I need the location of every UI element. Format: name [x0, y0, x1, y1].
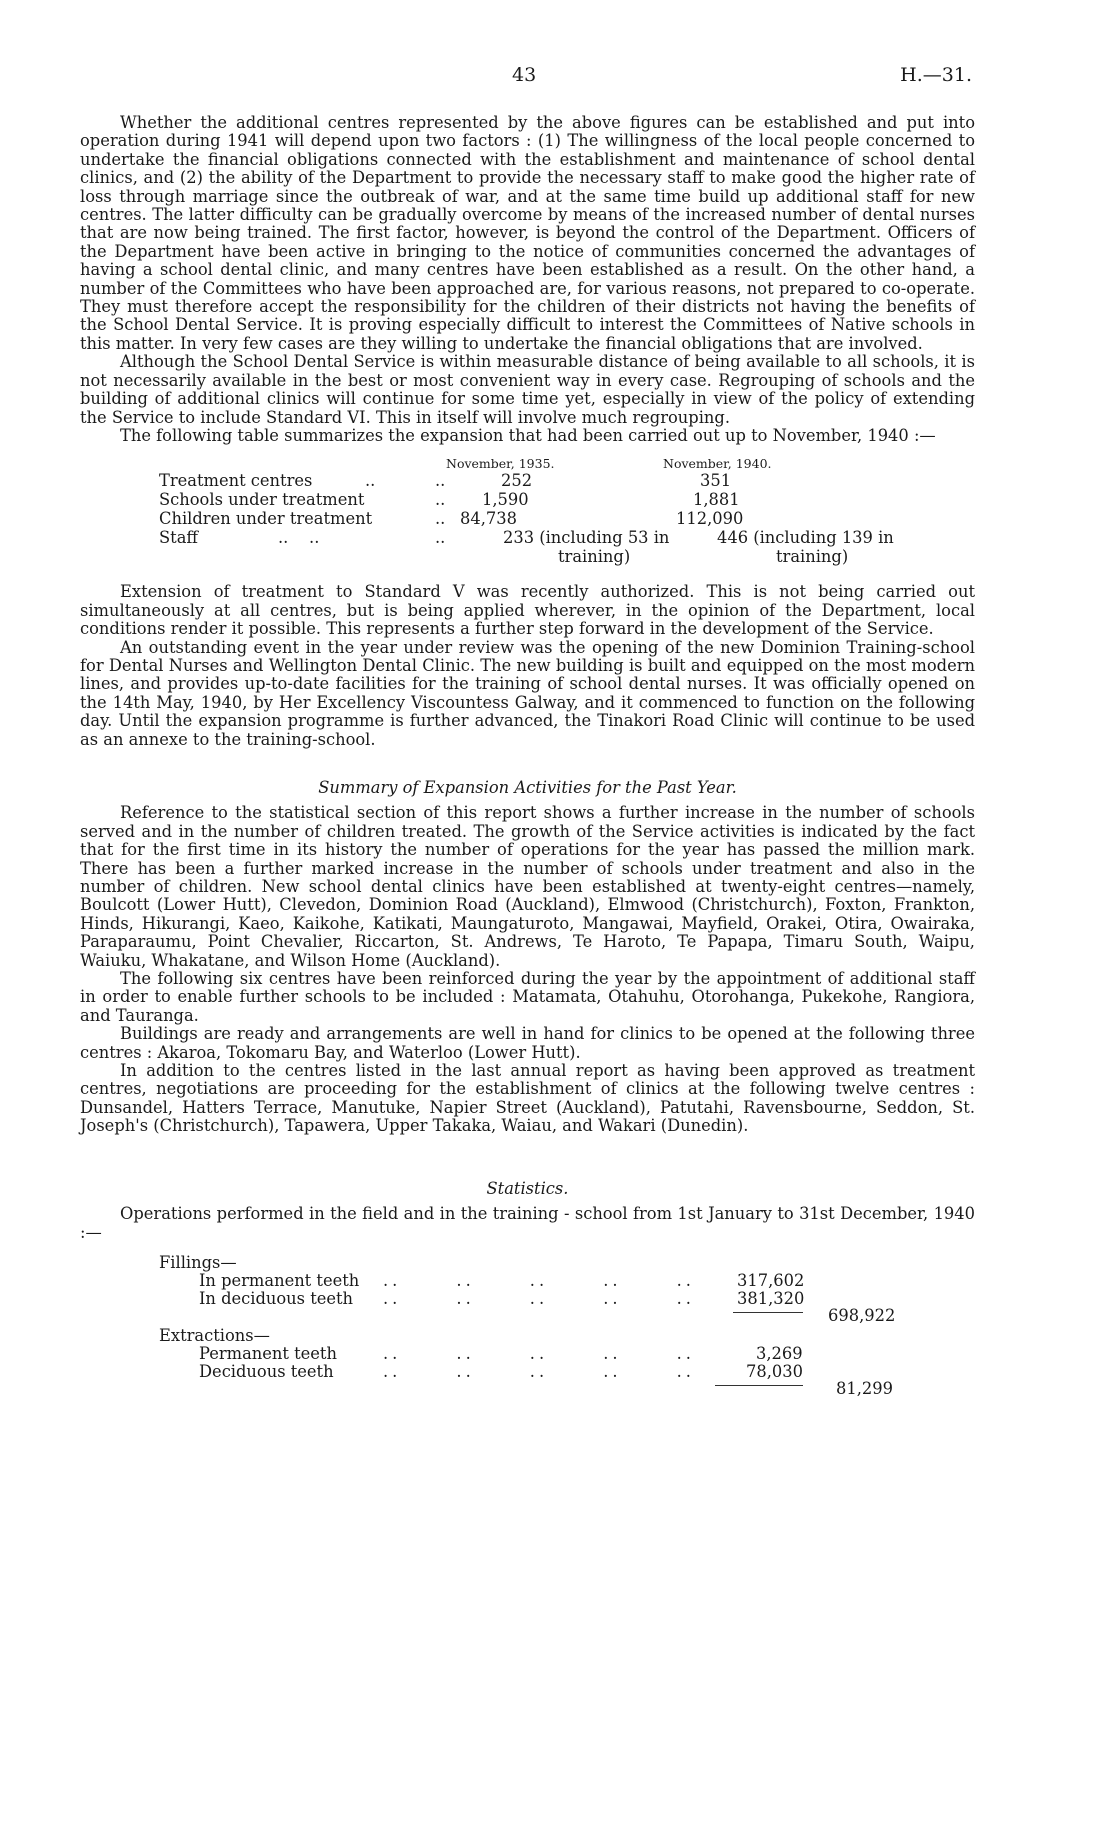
paragraph: The following six centres have been reinforced during the year by the appointment of additional staff in order to enable further schools to be included : Matamata, Otahuhu, Otorohanga, Pukekohe, Rangiora, and Tauranga. [80, 969, 975, 1025]
extractions-permanent-label: Permanent teeth [199, 1343, 337, 1363]
subtotal-rule [715, 1385, 803, 1386]
row-leader: .. [365, 471, 376, 491]
value-1935-continued: training) [558, 547, 631, 567]
row-label-treatment-centres: Treatment centres [159, 471, 313, 491]
value-1940-continued: training) [776, 547, 849, 567]
extractions-label: Extractions— [159, 1325, 270, 1345]
value-1935: 233 (including 53 in [503, 528, 670, 548]
fillings-deciduous-label: In deciduous teeth [199, 1288, 354, 1308]
extractions-deciduous-value: 78,030 [746, 1361, 803, 1381]
value-1935: 84,738 [460, 509, 517, 529]
subtotal-rule [733, 1312, 803, 1313]
paragraph: Reference to the statistical section of this report shows a further increase in the number of schools served and in the number of children treated. The growth of the Service activities is indicated by the fact that for the first time in its history the number of operations for the year has passed the million mark. There has been a further marked increase in the number of schools under treatment and also in the number of children. New school dental clinics have been established at twenty-eight centres—namely, Boulcott (Lower Hutt), Clevedon, Dominion Road (Auckland), Elmwood (Christchurch), Foxton, Frankton, Hinds, Hikurangi, Kaeo, Kaikohe, Katikati, Maungaturoto, Mangawai, Mayfield, Orakei, Otira, Owairaka, Paraparaumu, Point Chevalier, Riccarton, St. Andrews, Te Haroto, Te Papapa, Timaru South, Waipu, Waiuku, Whakatane, and Wilson Home (Auckland). [80, 803, 975, 970]
page-number: 43 [512, 64, 537, 86]
row-leader: .. [435, 490, 446, 510]
paragraph: Whether the additional centres represented by the above figures can be established and put into operation during 1941 will depend upon two factors : (1) The willingness of the local people concerned to undertake the financial obligations connected with the establishment and maintenance of school dental clinics, and (2) the ability of the Department to provide the necessary staff to make good the higher rate of loss through marriage since the outbreak of war, and at the same time build up additional staff for new centres. The latter difficulty can be gradually overcome by means of the increased number of dental nurses that are now being trained. The first factor, however, is beyond the control of the Department. Officers of the Department have been active in bringing to the notice of communities concerned the advantages of having a school dental clinic, and many centres have been established as a result. On the other hand, a number of the Committees who have been approached are, for various reasons, not prepared to co-operate. They must therefore accept the responsibility for the children of their districts not having the benefits of the School Dental Service. It is proving especially difficult to interest the Committees of Native schools in this matter. In very few cases are they willing to undertake the financial obligations that are involved. [80, 113, 975, 353]
operations-table [80, 1254, 975, 1472]
page-header [0, 64, 1114, 88]
section-heading-summary: Summary of Expansion Activities for the Past Year. [318, 777, 737, 797]
fillings-total: 698,922 [828, 1305, 896, 1325]
row-leader: .. .. .. .. .. [383, 1270, 695, 1290]
paragraph: The following table summarizes the expansion that had been carried out up to November, 1940 :— [120, 425, 936, 445]
value-1940: 446 (including 139 in [717, 528, 894, 548]
fillings-permanent-value: 317,602 [737, 1270, 805, 1290]
fillings-label: Fillings— [159, 1252, 237, 1272]
extractions-total: 81,299 [836, 1378, 893, 1398]
paragraph: An outstanding event in the year under review was the opening of the new Dominion Training-school for Dental Nurses and Wellington Dental Clinic. The new building is built and equipped on the most modern lines, and provides up-to-date facilities for the training of school dental nurses. It was officially opened on the 14th May, 1940, by Her Excellency Viscountess Galway, and it commenced to function on the following day. Until the expansion programme is further advanced, the Tinakori Road Clinic will continue to be used as an annexe to the training-school. [80, 637, 975, 749]
row-leader: .. .. .. .. .. [383, 1343, 695, 1363]
extractions-deciduous-label: Deciduous teeth [199, 1361, 334, 1381]
row-leader: .. [435, 528, 446, 548]
fillings-permanent-label: In permanent teeth [199, 1270, 360, 1290]
expansion-table [80, 451, 975, 583]
row-leader: .. [435, 509, 446, 529]
row-leader: .. [435, 471, 446, 491]
row-leader: .. .. .. .. .. [383, 1288, 695, 1308]
paragraph: Although the School Dental Service is within measurable distance of being available to all schools, it is not necessarily available in the best or most convenient way in every case. Regrouping of schools and the building of additional clinics will continue for some time yet, especially in view of the policy of extending the Service to include Standard VI. This in itself will involve much regrouping. [80, 352, 975, 427]
document-reference: H.—31. [900, 64, 972, 86]
paragraph: Operations performed in the field and in the training - school from 1st January to 31st December, 1940 :— [80, 1204, 975, 1242]
section-heading-statistics: Statistics. [486, 1178, 569, 1198]
row-label-children: Children under treatment [159, 509, 373, 529]
row-leader: .. .. [278, 528, 320, 548]
extractions-permanent-value: 3,269 [756, 1343, 803, 1363]
paragraph: Extension of treatment to Standard V was recently authorized. This is not being carried out simultaneously at all centres, but is being applied wherever, in the opinion of the Department, local conditions render it possible. This represents a further step forward in the development of the Service. [80, 582, 975, 639]
fillings-deciduous-value: 381,320 [737, 1288, 805, 1308]
row-label-staff: Staff [159, 528, 198, 548]
paragraph: In addition to the centres listed in the last annual report as having been approved as treatment centres, negotiations are proceeding for the establishment of clinics at the following twelve centres : Dunsandel, Hatters Terrace, Manutuke, Napier Street (Auckland), Patutahi, Ravensbourne, Seddon, St. Joseph's (Christchurch), Tapawera, Upper Takaka, Waiau, and Wakari (Dunedin). [80, 1061, 975, 1136]
value-1935: 252 [501, 471, 533, 491]
value-1935: 1,590 [482, 490, 529, 510]
value-1940: 351 [700, 471, 732, 491]
value-1940: 112,090 [676, 509, 744, 529]
row-label-schools: Schools under treatment [159, 490, 365, 510]
value-1940: 1,881 [693, 490, 740, 510]
column-header-1935: November, 1935. [446, 456, 555, 472]
row-leader: .. .. .. .. .. [383, 1361, 695, 1381]
paragraph: Buildings are ready and arrangements are well in hand for clinics to be opened at the following three centres : Akaroa, Tokomaru Bay, and Waterloo (Lower Hutt). [80, 1024, 975, 1062]
column-header-1940: November, 1940. [663, 456, 772, 472]
body-text [80, 114, 975, 1472]
